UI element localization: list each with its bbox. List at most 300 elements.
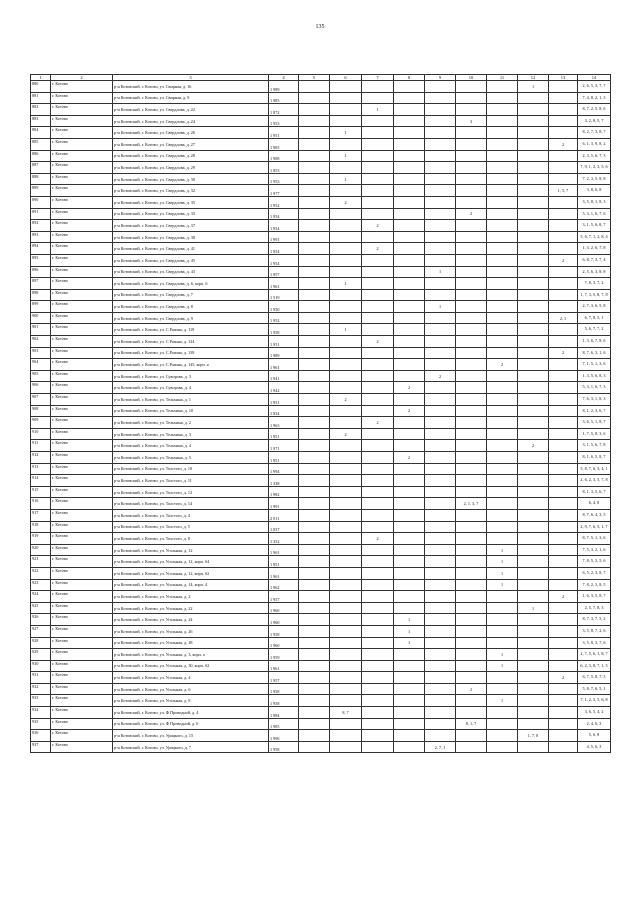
- col12-cell: [518, 278, 549, 290]
- col5-cell: [299, 509, 330, 521]
- row-number: 892: [31, 220, 51, 232]
- col11-cell: [487, 347, 518, 359]
- col8-cell: [394, 301, 425, 313]
- city-cell: г. Котово: [51, 533, 113, 545]
- col13-cell: [549, 509, 578, 521]
- col7-cell: [362, 127, 394, 139]
- col11-cell: 1: [487, 579, 518, 591]
- col14-cell: 7, 8, 3, 7, 2: [578, 278, 611, 290]
- row-number: 927: [31, 625, 51, 637]
- col14-cell: 2, 7, 3, 6, 5, 8: [578, 301, 611, 313]
- col5-cell: [299, 220, 330, 232]
- year-cell: 1 951: [269, 394, 299, 406]
- col10-cell: [456, 649, 487, 661]
- col9-cell: [425, 254, 456, 266]
- col8-cell: [394, 127, 425, 139]
- col5-cell: [299, 649, 330, 661]
- row-number: 905: [31, 370, 51, 382]
- col13-cell: [549, 695, 578, 707]
- city-cell: г. Котово: [51, 127, 113, 139]
- city-cell: г. Котово: [51, 614, 113, 626]
- col9-cell: [425, 730, 456, 742]
- col13-cell: [549, 370, 578, 382]
- col8-cell: 2: [394, 452, 425, 464]
- col13-cell: [549, 278, 578, 290]
- col12-cell: [518, 637, 549, 649]
- col9-cell: [425, 533, 456, 545]
- col11-cell: [487, 336, 518, 348]
- column-header: 5: [299, 75, 330, 81]
- col8-cell: [394, 544, 425, 556]
- row-number: 895: [31, 254, 51, 266]
- table-row: [31, 579, 611, 591]
- col7-cell: [362, 138, 394, 150]
- col5-cell: [299, 173, 330, 185]
- col6-cell: [330, 347, 362, 359]
- table-row: [31, 301, 611, 313]
- col8-cell: 1: [394, 625, 425, 637]
- col10-cell: [456, 231, 487, 243]
- col10-cell: [456, 521, 487, 533]
- address-cell: р-н Котовский, г. Котово, ул. Угольная, д. 8: [113, 695, 269, 707]
- row-number: 889: [31, 185, 51, 197]
- col6-cell: [330, 730, 362, 742]
- col14-cell: 3, 5, 8, 3, 7, 6: [578, 637, 611, 649]
- col13-cell: [549, 556, 578, 568]
- row-number: 937: [31, 741, 51, 753]
- col5-cell: [299, 336, 330, 348]
- col12-cell: [518, 370, 549, 382]
- col7-cell: [362, 196, 394, 208]
- col8-cell: [394, 196, 425, 208]
- city-cell: г. Котово: [51, 185, 113, 197]
- col10-cell: [456, 301, 487, 313]
- year-cell: 2 011: [269, 509, 299, 521]
- city-cell: г. Котово: [51, 138, 113, 150]
- col5-cell: [299, 452, 330, 464]
- col14-cell: 8, 2, 7, 3, 8, 7: [578, 127, 611, 139]
- address-cell: р-н Котовский, г. Котово, ул. Свердлова, д. 37: [113, 220, 269, 232]
- col11-cell: 1: [487, 695, 518, 707]
- table-row: [31, 440, 611, 452]
- city-cell: г. Котово: [51, 162, 113, 174]
- column-header: 12: [518, 75, 549, 81]
- col10-cell: [456, 625, 487, 637]
- row-number: 893: [31, 231, 51, 243]
- col12-cell: [518, 92, 549, 104]
- col13-cell: [549, 405, 578, 417]
- col5-cell: [299, 231, 330, 243]
- col11-cell: [487, 162, 518, 174]
- table-row: [31, 394, 611, 406]
- col8-cell: [394, 220, 425, 232]
- col11-cell: [487, 115, 518, 127]
- row-number: 899: [31, 301, 51, 313]
- col7-cell: [362, 637, 394, 649]
- col12-cell: [518, 289, 549, 301]
- year-cell: 1 941: [269, 370, 299, 382]
- col13-cell: [549, 730, 578, 742]
- col11-cell: [487, 196, 518, 208]
- address-cell: р-н Котовский, г. Котово, ул. Свердлова, д. 29: [113, 162, 269, 174]
- col9-cell: [425, 278, 456, 290]
- col7-cell: [362, 695, 394, 707]
- col7-cell: [362, 347, 394, 359]
- col12-cell: [518, 498, 549, 510]
- col6-cell: [330, 486, 362, 498]
- address-cell: р-н Котовский, г. Котово, ул. Свердлова, д. 6, корп. 6: [113, 278, 269, 290]
- row-number: 912: [31, 452, 51, 464]
- col9-cell: [425, 625, 456, 637]
- city-cell: г. Котово: [51, 254, 113, 266]
- year-cell: 1 982: [269, 486, 299, 498]
- col5-cell: [299, 138, 330, 150]
- row-number: 916: [31, 498, 51, 510]
- col14-cell: 7, 8, 2, 3, 8, 5: [578, 579, 611, 591]
- row-number: 902: [31, 336, 51, 348]
- col12-cell: [518, 394, 549, 406]
- col6-cell: [330, 672, 362, 684]
- table-row: [31, 463, 611, 475]
- col7-cell: [362, 521, 394, 533]
- address-cell: р-н Котовский, г. Котово, ул. Ф.Проводной, д. 4: [113, 707, 269, 719]
- col8-cell: [394, 115, 425, 127]
- city-cell: г. Котово: [51, 486, 113, 498]
- city-cell: г. Котово: [51, 324, 113, 336]
- col14-cell: 5, 8, 7, 6, 3, 4, 1: [578, 463, 611, 475]
- col13-cell: [549, 196, 578, 208]
- address-cell: р-н Котовский, г. Котово, ул. Толстого, д. 5: [113, 521, 269, 533]
- col6-cell: [330, 637, 362, 649]
- column-header: 3: [113, 75, 269, 81]
- col5-cell: [299, 162, 330, 174]
- year-cell: 1 984: [269, 707, 299, 719]
- col14-cell: 2, 3, 5, 6, 7, 3: [578, 150, 611, 162]
- year-cell: 1 853: [269, 162, 299, 174]
- col11-cell: [487, 127, 518, 139]
- col5-cell: [299, 556, 330, 568]
- col10-cell: [456, 579, 487, 591]
- col7-cell: [362, 185, 394, 197]
- col6-cell: [330, 591, 362, 603]
- col5-cell: [299, 324, 330, 336]
- col12-cell: [518, 556, 549, 568]
- col9-cell: [425, 162, 456, 174]
- col14-cell: 6, 8, 7, 3, 7, 4: [578, 254, 611, 266]
- col12-cell: [518, 591, 549, 603]
- city-cell: г. Котово: [51, 440, 113, 452]
- col6-cell: [330, 254, 362, 266]
- col6-cell: [330, 185, 362, 197]
- year-cell: 1 971: [269, 440, 299, 452]
- col12-cell: [518, 312, 549, 324]
- col7-cell: [362, 115, 394, 127]
- col14-cell: 7, 9, 1, 2, 3, 5, 6: [578, 162, 611, 174]
- col10-cell: [456, 602, 487, 614]
- col12-cell: 1: [518, 602, 549, 614]
- col12-cell: [518, 324, 549, 336]
- col7-cell: [362, 278, 394, 290]
- col12-cell: [518, 741, 549, 753]
- col5-cell: [299, 312, 330, 324]
- col9-cell: [425, 196, 456, 208]
- col7-cell: [362, 660, 394, 672]
- address-cell: р-н Котовский, г. Котово, ул. Тельмана, д. 1: [113, 394, 269, 406]
- col8-cell: [394, 730, 425, 742]
- col5-cell: [299, 730, 330, 742]
- table-row: [31, 336, 611, 348]
- col7-cell: 2: [362, 533, 394, 545]
- address-cell: р-н Котовский, г. Котово, ул. Свердлова, д. 22: [113, 104, 269, 116]
- col7-cell: [362, 544, 394, 556]
- col13-cell: [549, 127, 578, 139]
- table-row: [31, 428, 611, 440]
- col6-cell: [330, 498, 362, 510]
- col6-cell: [330, 370, 362, 382]
- col8-cell: [394, 324, 425, 336]
- col6-cell: [330, 220, 362, 232]
- year-cell: 1 958: [269, 324, 299, 336]
- col7-cell: 2: [362, 243, 394, 255]
- col7-cell: [362, 741, 394, 753]
- col13-cell: [549, 324, 578, 336]
- col13-cell: 2: [549, 138, 578, 150]
- city-cell: г. Котово: [51, 196, 113, 208]
- city-cell: г. Котово: [51, 370, 113, 382]
- address-cell: р-н Котовский, г. Котово, ул. Суворова, д. 3: [113, 370, 269, 382]
- col9-cell: [425, 289, 456, 301]
- col7-cell: [362, 625, 394, 637]
- city-cell: г. Котово: [51, 637, 113, 649]
- col9-cell: 1: [425, 266, 456, 278]
- year-cell: 1 958: [269, 695, 299, 707]
- col11-cell: [487, 521, 518, 533]
- col6-cell: [330, 533, 362, 545]
- col12-cell: [518, 428, 549, 440]
- table-row: [31, 150, 611, 162]
- city-cell: г. Котово: [51, 301, 113, 313]
- year-cell: 1 985: [269, 92, 299, 104]
- table-row: [31, 382, 611, 394]
- col6-cell: [330, 440, 362, 452]
- col14-cell: 3, 6, 5, 1, 8, 7: [578, 417, 611, 429]
- col10-cell: [456, 440, 487, 452]
- col10-cell: [456, 312, 487, 324]
- col10-cell: [456, 660, 487, 672]
- col8-cell: [394, 556, 425, 568]
- col11-cell: [487, 591, 518, 603]
- col8-cell: [394, 417, 425, 429]
- year-cell: 1 961: [269, 567, 299, 579]
- col10-cell: [456, 614, 487, 626]
- col11-cell: [487, 672, 518, 684]
- table-row: [31, 324, 611, 336]
- col5-cell: [299, 278, 330, 290]
- col11-cell: [487, 637, 518, 649]
- col11-cell: [487, 614, 518, 626]
- col8-cell: [394, 289, 425, 301]
- year-cell: 1 996: [269, 730, 299, 742]
- address-cell: р-н Котовский, г. Котово, ул. Ф.Проводной, д. 6: [113, 718, 269, 730]
- year-cell: 1 957: [269, 266, 299, 278]
- col5-cell: [299, 428, 330, 440]
- col12-cell: [518, 266, 549, 278]
- year-cell: 1 519: [269, 289, 299, 301]
- col6-cell: [330, 138, 362, 150]
- address-cell: р-н Котовский, г. Котово, ул. Свердлова, д. 28: [113, 150, 269, 162]
- col10-cell: [456, 278, 487, 290]
- col6-cell: [330, 243, 362, 255]
- col6-cell: [330, 602, 362, 614]
- col11-cell: [487, 625, 518, 637]
- city-cell: г. Котово: [51, 672, 113, 684]
- city-cell: г. Котово: [51, 452, 113, 464]
- col12-cell: [518, 718, 549, 730]
- col7-cell: [362, 301, 394, 313]
- address-cell: р-н Котовский, г. Котово, ул. Свердлова, д. 32: [113, 185, 269, 197]
- col6-cell: [330, 208, 362, 220]
- col9-cell: [425, 683, 456, 695]
- col14-cell: 8, 7, 5, 1, 3, 6: [578, 533, 611, 545]
- city-cell: г. Котово: [51, 660, 113, 672]
- col5-cell: [299, 243, 330, 255]
- col11-cell: [487, 185, 518, 197]
- row-number: 932: [31, 683, 51, 695]
- table-row: [31, 208, 611, 220]
- col12-cell: [518, 509, 549, 521]
- col5-cell: [299, 602, 330, 614]
- col9-cell: [425, 556, 456, 568]
- city-cell: г. Котово: [51, 498, 113, 510]
- row-number: 911: [31, 440, 51, 452]
- col8-cell: [394, 521, 425, 533]
- col8-cell: [394, 695, 425, 707]
- col10-cell: [456, 475, 487, 487]
- col5-cell: [299, 382, 330, 394]
- city-cell: г. Котово: [51, 579, 113, 591]
- col12-cell: [518, 243, 549, 255]
- col12-cell: [518, 301, 549, 313]
- col9-cell: [425, 185, 456, 197]
- table-row: [31, 544, 611, 556]
- year-cell: 1 989: [269, 347, 299, 359]
- row-number: 917: [31, 509, 51, 521]
- address-cell: р-н Котовский, г. Котово, ул. Угольная, д. 4: [113, 672, 269, 684]
- address-cell: р-н Котовский, г. Котово, ул. Свердлова, д. 30: [113, 173, 269, 185]
- col9-cell: 2, 7, 1: [425, 741, 456, 753]
- col8-cell: [394, 370, 425, 382]
- city-cell: г. Котово: [51, 591, 113, 603]
- col12-cell: [518, 185, 549, 197]
- address-cell: р-н Котовский, г. Котово, ул. Угольная, д. 24: [113, 614, 269, 626]
- col5-cell: [299, 127, 330, 139]
- row-number: 922: [31, 567, 51, 579]
- col13-cell: [549, 463, 578, 475]
- col11-cell: 1: [487, 556, 518, 568]
- column-header: 13: [549, 75, 578, 81]
- col11-cell: [487, 718, 518, 730]
- col10-cell: [456, 428, 487, 440]
- col12-cell: [518, 649, 549, 661]
- col13-cell: [549, 614, 578, 626]
- col9-cell: [425, 243, 456, 255]
- col14-cell: 7, 5, 3, 2, 1, 6: [578, 544, 611, 556]
- col10-cell: [456, 405, 487, 417]
- row-number: 910: [31, 428, 51, 440]
- col10-cell: [456, 104, 487, 116]
- year-cell: 1 991: [269, 498, 299, 510]
- table-row: [31, 220, 611, 232]
- col9-cell: [425, 428, 456, 440]
- col9-cell: [425, 695, 456, 707]
- col13-cell: [549, 544, 578, 556]
- col5-cell: [299, 486, 330, 498]
- col13-cell: [549, 637, 578, 649]
- col5-cell: [299, 533, 330, 545]
- col7-cell: [362, 208, 394, 220]
- col6-cell: [330, 521, 362, 533]
- col7-cell: [362, 266, 394, 278]
- col8-cell: [394, 162, 425, 174]
- col13-cell: 1, 5, 7: [549, 185, 578, 197]
- row-number: 915: [31, 486, 51, 498]
- col13-cell: [549, 741, 578, 753]
- year-cell: 1 954: [269, 254, 299, 266]
- col11-cell: [487, 266, 518, 278]
- col10-cell: [456, 370, 487, 382]
- col7-cell: [362, 359, 394, 371]
- year-cell: 1 961: [269, 544, 299, 556]
- col11-cell: [487, 208, 518, 220]
- col5-cell: [299, 637, 330, 649]
- col7-cell: [362, 475, 394, 487]
- city-cell: г. Котово: [51, 463, 113, 475]
- city-cell: г. Котово: [51, 104, 113, 116]
- year-cell: 1 954: [269, 243, 299, 255]
- col14-cell: 7, 1, 2, 3, 5, 6, 8: [578, 695, 611, 707]
- table-row: [31, 81, 611, 93]
- table-row: [31, 405, 611, 417]
- col7-cell: [362, 556, 394, 568]
- year-cell: 1 352: [269, 533, 299, 545]
- col8-cell: [394, 683, 425, 695]
- col6-cell: [330, 289, 362, 301]
- col14-cell: 1, 3, 2, 6, 7, 8: [578, 243, 611, 255]
- col8-cell: [394, 208, 425, 220]
- table-row: [31, 625, 611, 637]
- col10-cell: [456, 394, 487, 406]
- col12-cell: 2: [518, 440, 549, 452]
- column-header: 1: [31, 75, 51, 81]
- col6-cell: [330, 115, 362, 127]
- col9-cell: [425, 336, 456, 348]
- row-number: 909: [31, 417, 51, 429]
- col8-cell: [394, 579, 425, 591]
- col13-cell: [549, 718, 578, 730]
- col12-cell: [518, 567, 549, 579]
- col5-cell: [299, 741, 330, 753]
- col7-cell: [362, 452, 394, 464]
- col8-cell: [394, 92, 425, 104]
- table-row: [31, 486, 611, 498]
- col6-cell: [330, 741, 362, 753]
- col5-cell: [299, 370, 330, 382]
- table-row: [31, 359, 611, 371]
- row-number: 883: [31, 115, 51, 127]
- col12-cell: [518, 162, 549, 174]
- city-cell: г. Котово: [51, 718, 113, 730]
- address-cell: р-н Котовский, г. Котово, ул. Угольная, д. 12, корп. б2: [113, 567, 269, 579]
